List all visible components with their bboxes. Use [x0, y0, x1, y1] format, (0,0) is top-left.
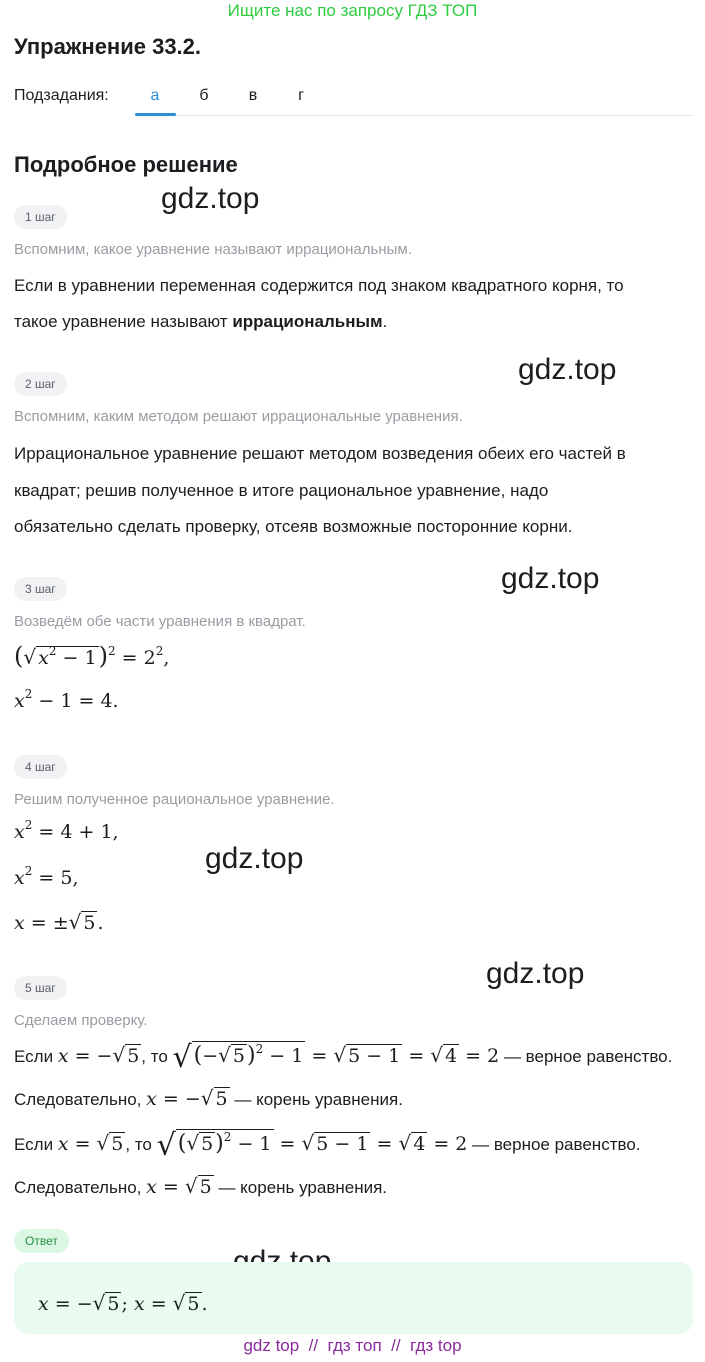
tabs-divider: [135, 115, 693, 116]
watermark: gdz.top: [161, 182, 260, 215]
step-badge-5: [14, 976, 67, 1000]
subtasks-label: Подзадания:: [14, 87, 109, 104]
true-equality-text: — верное равенство.: [503, 1047, 673, 1066]
step-hint-2: Вспомним, каким методом решают иррациональные уравнения.: [14, 408, 463, 425]
true-equality-text: — верное равенство.: [472, 1135, 641, 1154]
step-hint-5: Сделаем проверку.: [14, 1012, 148, 1029]
if-word: Если: [14, 1047, 54, 1066]
then-word: , то: [125, 1135, 152, 1154]
therefore-word: Следовательно,: [14, 1090, 142, 1109]
equation-x-pm-sqrt5: x = ±√ 5 .: [14, 910, 104, 934]
step-badge-3: [14, 577, 67, 601]
text-fragment: .: [382, 312, 388, 331]
step-badge-label: 5 шаг: [14, 976, 67, 1000]
step-text-1-line2: [14, 304, 387, 340]
page-title: Упражнение 33.2.: [14, 34, 202, 59]
step-hint-4: Решим полученное рациональное уравнение.: [14, 791, 335, 808]
step-badge-1: [14, 205, 67, 229]
tab-b[interactable]: б: [199, 87, 209, 104]
step-badge-label: 2 шаг: [14, 372, 67, 396]
equation-x2-eq-4-plus-1: $x^2 = 4 + 1$,: [14, 818, 119, 843]
step-hint-1: Вспомним, какое уравнение называют иррациональным.: [14, 241, 412, 258]
if-word: Если: [14, 1135, 54, 1154]
equation-square-both-sides: (√ $x^2 - 1)^2 = 2^2$,: [14, 642, 170, 670]
therefore-word: Следовательно,: [14, 1178, 142, 1197]
check-positive-root: Если x = √ 5 , то √(√ 5)$^2$ − 1 = √ 5 − 1 = √ 4 = 2 — верное равенство.: [14, 1128, 641, 1163]
watermark: gdz.top: [205, 842, 304, 875]
step-text-2-line1: Иррациональное уравнение решают методом возведения обеих его частей в: [14, 444, 626, 463]
section-title: Подробное решение: [14, 152, 238, 177]
tab-a[interactable]: а: [150, 87, 160, 104]
step-hint-3: Возведём обе части уравнения в квадрат.: [14, 613, 306, 630]
active-tab-indicator: [135, 113, 176, 116]
watermark: gdz.top: [501, 562, 600, 595]
answer-badge: [14, 1229, 69, 1253]
conclusion-positive-root: Следовательно, x = √ 5 — корень уравнения.: [14, 1174, 388, 1198]
equation-x2-eq-5: $x^2 = 5$,: [14, 864, 79, 889]
top-banner: Ищите нас по запросу ГДЗ ТОП: [227, 1, 478, 20]
then-word: , то: [141, 1047, 168, 1066]
answer-equation: x = −√ 5 ; x = √ 5 .: [38, 1291, 208, 1315]
tab-v[interactable]: в: [248, 87, 258, 104]
tab-g[interactable]: г: [298, 87, 304, 104]
root-text: — корень уравнения.: [218, 1178, 388, 1197]
text-fragment: такое уравнение называют: [14, 312, 233, 331]
conclusion-negative-root: Следовательно, x = −√ 5 — корень уравнения.: [14, 1086, 403, 1110]
step-badge-4: [14, 755, 67, 779]
check-negative-root: Если x = −√ 5 , то √(−√ 5)$^2$ − 1 = √ 5 − 1 = √ 4 = 2 — верное равенство.: [14, 1040, 673, 1075]
step-badge-label: 3 шаг: [14, 577, 67, 601]
step-text-2-line2: квадрат; решив полученное в итоге рациональное уравнение, надо: [14, 481, 549, 500]
equation-x2-minus-1: $x^2 - 1 = 4$.: [14, 687, 119, 712]
watermark: gdz.top: [486, 957, 585, 990]
footer-links[interactable]: gdz top // гдз топ // гдз top: [243, 1336, 462, 1355]
step-badge-label: 1 шаг: [14, 205, 67, 229]
step-badge-2: [14, 372, 67, 396]
step-badge-label: 4 шаг: [14, 755, 67, 779]
watermark: gdz.top: [518, 353, 617, 386]
step-text-2-line3: обязательно сделать проверку, отсеяв возможные посторонние корни.: [14, 517, 573, 536]
step-text-1-line1: Если в уравнении переменная содержится под знаком квадратного корня, то: [14, 276, 624, 295]
bold-term: иррациональным: [232, 312, 383, 331]
answer-badge-label: Ответ: [14, 1229, 69, 1253]
root-text: — корень уравнения.: [234, 1090, 403, 1109]
